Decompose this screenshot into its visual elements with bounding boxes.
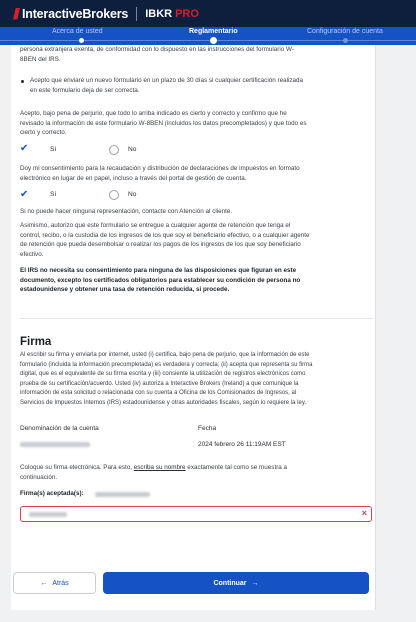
product-name: IBKR [145, 7, 173, 20]
q1-yes-check-icon[interactable]: ✔ [20, 143, 29, 154]
firma-paragraph: Al escribir su firma y enviarla por internet, usted (i) certifica, bajo pena de perjurio, que la información de este formulario (incluida la información precompletada) es verdadera y correcta; (ii) acepta que representa su firma digital, que es el equivalente de su firma escrita y (iii) consiente la utilización de registros electrónicos como prueba de su certificación/acuerdo. Usted (iv) autoriza a Interactive Brokers (Ireland) a que comunique la información de esta solicitud o relacionada con su cuenta a Oficina de los Comisionados de Ingresos, al Servicios de Impuestos Internos (IRS) estadounidense y otras autoridades fiscales, según lo requiere la ley. [20, 352, 313, 406]
account-name-label: Denominación de la cuenta [20, 425, 99, 432]
accepted-signature-label: Firma(s) aceptada(s): [20, 490, 84, 497]
accepted-signature-redacted [95, 492, 150, 497]
product-tier: PRO [175, 7, 199, 20]
q2-no-radio[interactable] [109, 190, 119, 200]
q2-yes-label[interactable]: Sí [50, 191, 57, 198]
brand-logo [13, 7, 199, 21]
ib-logo-icon [13, 8, 20, 20]
logo-divider [136, 7, 137, 21]
arrow-right-icon: → [251, 579, 259, 587]
brand-name: InteractiveBrokers [22, 6, 129, 21]
step-dot-done [79, 38, 84, 43]
step-dot-active [210, 37, 217, 44]
date-value: 2024 febrero 26 11:19AM EST [198, 441, 286, 448]
intro-text: persona extranjera exenta, de conformidad con lo dispuesto en las instrucciones del formulario W- 8BEN del IRS. [20, 46, 294, 63]
perjury-statement: Acepto, bajo pena de perjurio, que todo lo arriba indicado es cierto y correcto y confirmo que he revisado la información de este formulario W-8BEN (incluidos los datos precompletados) y que todo es cierto y correcto. [20, 110, 307, 137]
arrow-left-icon: ← [40, 579, 48, 587]
firma-heading: Firma [20, 336, 52, 348]
progress-line [0, 40, 416, 41]
signature-input-redacted [29, 512, 67, 517]
write-name-link[interactable]: escriba su nombre [133, 464, 186, 471]
signature-instructions: Coloque su firma electrónica. Para esto, escriba su nombre exactamente tal como se muestra a continuación. [20, 464, 288, 481]
irs-note: El IRS no necesita su consentimiento para ninguna de las disposiciones que figuran en este documento, excepto los certificados obligatorios para establecer su condición de persona no estadounidense y obtener una tasa de retención reducida, si procede. [20, 267, 301, 294]
q1-no-radio[interactable] [109, 145, 119, 155]
q2-yes-check-icon[interactable]: ✔ [20, 189, 29, 200]
continue-button-label: Continuar [213, 579, 247, 587]
consent-statement: Doy mi consentimiento para la recaudación y distribución de declaraciones de impuestos en formato electrónico en lugar de en papel, incluso a través del portal de gestión de cuenta. [20, 165, 300, 182]
signature-input[interactable] [20, 506, 372, 522]
step-configuracion[interactable]: Configuración de cuenta [307, 28, 383, 35]
bullet-dot [21, 80, 24, 83]
top-navbar [0, 0, 416, 27]
contact-note: Si no puede hacer ninguna representación, contacte con Atención al cliente. [20, 208, 233, 215]
step-dot-pending [343, 38, 348, 43]
authorization-text: Asimismo, autorizo que este formulario se entregue a cualquier agente de retención que tenga el control, recibo, o la custodia de los ingresos de los que soy el beneficiario efectivo, o a cualquier agente de retención que pueda desembolsar o realizar los pagos de los ingresos de los que soy beneficiario efectivo. [20, 222, 310, 258]
step-progress-bar [0, 27, 416, 45]
q1-yes-label[interactable]: Sí [50, 146, 57, 153]
form-card [11, 45, 376, 610]
account-name-redacted [20, 442, 90, 447]
q2-no-label[interactable]: No [128, 191, 137, 198]
clear-icon[interactable]: × [361, 508, 367, 518]
continue-button[interactable] [103, 572, 369, 594]
section-divider [20, 318, 373, 319]
bullet-text: Acepto que enviaré un nuevo formulario en un plazo de 30 días si cualquier certificación realizada en este formulario deja de ser correcta. [30, 77, 304, 94]
step-acerca[interactable]: Acerca de usted [52, 28, 103, 35]
date-label: Fecha [198, 425, 217, 432]
back-button-label: Atrás [52, 579, 69, 587]
back-button[interactable] [13, 572, 96, 594]
step-reglamentario[interactable]: Reglamentario [189, 28, 238, 35]
q1-no-label[interactable]: No [128, 146, 137, 153]
page-gutter [377, 45, 416, 610]
